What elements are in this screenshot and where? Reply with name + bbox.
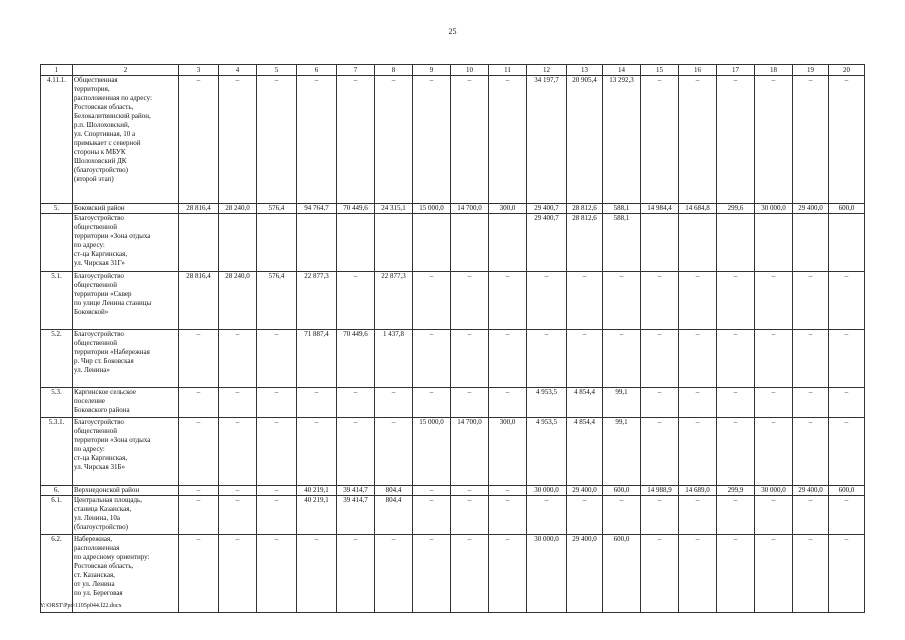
value-cell: – [755,418,793,486]
column-number-10: 10 [451,65,489,76]
value-cell: 29 400,0 [567,535,603,613]
page-number: 25 [448,27,457,36]
value-cell: – [641,330,679,388]
value-cell: 576,4 [257,272,297,330]
value-cell: – [219,418,257,486]
value-cell: – [337,388,375,418]
value-cell: 1 437,8 [375,330,413,388]
value-cell: – [413,535,451,613]
table-row [41,272,865,330]
value-cell: – [489,272,527,330]
value-cell: – [489,535,527,613]
value-cell: – [451,330,489,388]
value-cell: 29 400,0 [793,486,829,496]
budget-table [40,64,865,613]
value-cell [375,214,413,272]
value-cell [793,214,829,272]
value-cell: – [257,496,297,535]
row-name-cell: Благоустройство общественной территории «Зона отдыха по адресу: ст-ца Каргинская, ул. Чирская 31Б» [73,418,179,486]
value-cell [755,214,793,272]
value-cell: 29 400,7 [527,214,567,272]
value-cell [257,214,297,272]
value-cell [297,214,337,272]
value-cell: – [297,388,337,418]
value-cell: 588,1 [603,214,641,272]
value-cell: – [489,496,527,535]
value-cell [337,214,375,272]
value-cell [451,214,489,272]
value-cell: 28 816,4 [179,272,219,330]
value-cell: – [717,418,755,486]
row-name-cell: Боковский район [73,204,179,214]
value-cell: – [375,418,413,486]
value-cell: 300,0 [489,418,527,486]
row-name-cell: Верхнедонской район [73,486,179,496]
value-cell: – [451,272,489,330]
value-cell: – [793,535,829,613]
value-cell [219,214,257,272]
table-row [41,418,865,486]
value-cell: – [375,388,413,418]
value-cell: – [257,486,297,496]
value-cell: 600,0 [603,535,641,613]
value-cell: – [451,76,489,204]
value-cell: – [451,535,489,613]
value-cell: – [717,76,755,204]
value-cell: 14 700,0 [451,204,489,214]
value-cell: 14 984,4 [641,204,679,214]
value-cell: – [219,76,257,204]
value-cell [413,214,451,272]
column-number-13: 13 [567,65,603,76]
value-cell: – [413,486,451,496]
row-number-cell: 6.2. [41,535,73,613]
value-cell: – [527,272,567,330]
value-cell: 600,0 [829,204,865,214]
value-cell [717,214,755,272]
row-name-cell: Набережная, расположенная по адресному ориентиру: Ростовская область, ст. Казанская, от ул. Ленина по ул. Береговая [73,535,179,613]
value-cell: 300,0 [489,204,527,214]
value-cell: 28 812,6 [567,204,603,214]
value-cell: 34 197,7 [527,76,567,204]
value-cell: – [297,535,337,613]
value-cell: 13 292,3 [603,76,641,204]
row-name-cell: Благоустройство общественной территории «Сквер по улице Ленина станицы Боковской» [73,272,179,330]
column-number-3: 3 [179,65,219,76]
value-cell: 28 812,6 [567,214,603,272]
value-cell: – [641,76,679,204]
value-cell: 22 877,3 [297,272,337,330]
value-cell: – [829,76,865,204]
value-cell: – [679,330,717,388]
value-cell: – [641,272,679,330]
value-cell: – [179,418,219,486]
value-cell [641,214,679,272]
value-cell: – [793,496,829,535]
table-row [41,388,865,418]
value-cell: 4 854,4 [567,418,603,486]
value-cell: – [641,418,679,486]
value-cell: – [219,535,257,613]
value-cell: 70 449,6 [337,204,375,214]
value-cell: 4 854,4 [567,388,603,418]
table-body [41,65,865,613]
value-cell: 71 887,4 [297,330,337,388]
table-row [41,204,865,214]
value-cell: – [679,496,717,535]
row-number-cell: 5.2. [41,330,73,388]
value-cell: – [793,388,829,418]
value-cell: – [179,496,219,535]
table-row [41,496,865,535]
value-cell: – [755,496,793,535]
value-cell: – [527,330,567,388]
value-cell: – [489,76,527,204]
value-cell: – [829,388,865,418]
value-cell: – [257,76,297,204]
value-cell [489,214,527,272]
value-cell: 4 953,5 [527,388,567,418]
column-number-18: 18 [755,65,793,76]
value-cell: – [755,330,793,388]
value-cell: – [679,272,717,330]
column-number-20: 20 [829,65,865,76]
table-row [41,535,865,613]
value-cell: 99,1 [603,388,641,418]
value-cell: – [641,496,679,535]
value-cell: – [451,486,489,496]
value-cell: – [603,330,641,388]
row-number-cell: 5. [41,204,73,214]
column-number-15: 15 [641,65,679,76]
value-cell: 99,1 [603,418,641,486]
value-cell: 804,4 [375,496,413,535]
value-cell: – [603,272,641,330]
column-number-17: 17 [717,65,755,76]
footer-file-path: Y:\ORST\Ppo\1105p044.f22.docx [40,603,122,609]
row-name-cell: Благоустройство общественной территории «Набережная р. Чир ст. Боковская ул. Ленина» [73,330,179,388]
value-cell: – [451,496,489,535]
column-number-12: 12 [527,65,567,76]
value-cell: 29 400,7 [527,204,567,214]
value-cell: 39 414,7 [337,486,375,496]
value-cell: 22 877,3 [375,272,413,330]
value-cell: – [755,272,793,330]
value-cell: – [451,388,489,418]
value-cell: – [257,418,297,486]
value-cell: – [717,496,755,535]
value-cell: 299,6 [717,204,755,214]
value-cell: – [257,535,297,613]
value-cell: – [179,388,219,418]
row-number-cell: 5.3. [41,388,73,418]
value-cell: – [755,76,793,204]
column-number-6: 6 [297,65,337,76]
column-number-19: 19 [793,65,829,76]
value-cell: 24 315,1 [375,204,413,214]
value-cell: 28 240,0 [219,204,257,214]
value-cell: 28 240,0 [219,272,257,330]
value-cell: – [179,330,219,388]
column-number-1: 1 [41,65,73,76]
value-cell: 94 764,7 [297,204,337,214]
value-cell: 40 219,1 [297,496,337,535]
value-cell: – [337,535,375,613]
value-cell: – [755,535,793,613]
value-cell: – [679,388,717,418]
value-cell: – [641,388,679,418]
column-number-14: 14 [603,65,641,76]
column-number-9: 9 [413,65,451,76]
value-cell: – [829,330,865,388]
column-number-4: 4 [219,65,257,76]
row-number-cell: 6.1. [41,496,73,535]
value-cell: – [829,535,865,613]
value-cell: – [375,535,413,613]
value-cell: 14 700,0 [451,418,489,486]
value-cell: – [219,388,257,418]
value-cell: 20 905,4 [567,76,603,204]
value-cell: – [829,496,865,535]
column-number-16: 16 [679,65,717,76]
row-number-cell: 4.11.1. [41,76,73,204]
header-row [41,65,865,76]
value-cell: 40 219,1 [297,486,337,496]
value-cell: – [793,272,829,330]
value-cell: – [527,496,567,535]
table-row [41,76,865,204]
value-cell: – [413,76,451,204]
value-cell: – [717,272,755,330]
value-cell: – [641,535,679,613]
value-cell: – [489,388,527,418]
value-cell: 70 449,6 [337,330,375,388]
value-cell: 14 988,9 [641,486,679,496]
value-cell: – [219,486,257,496]
value-cell: – [489,330,527,388]
value-cell: – [829,418,865,486]
value-cell: – [257,388,297,418]
column-number-5: 5 [257,65,297,76]
value-cell: – [793,418,829,486]
value-cell: – [219,330,257,388]
column-number-2: 2 [73,65,179,76]
table-row [41,486,865,496]
value-cell: 588,1 [603,204,641,214]
row-name-cell: Благоустройство общественной территории «Зона отдыха по адресу: ст-ца Каргинская, ул. Чирская 31Г» [73,214,179,272]
value-cell: 600,0 [829,486,865,496]
value-cell: – [679,76,717,204]
value-cell: 30 000,0 [755,204,793,214]
value-cell: – [179,535,219,613]
value-cell: 15 000,0 [413,418,451,486]
value-cell: – [567,272,603,330]
table-row [41,214,865,272]
row-name-cell: Каргинское сельское поселение Боковского района [73,388,179,418]
row-number-cell [41,214,73,272]
value-cell: – [413,496,451,535]
column-number-8: 8 [375,65,413,76]
value-cell: 29 400,0 [567,486,603,496]
value-cell: – [755,388,793,418]
value-cell: – [297,76,337,204]
value-cell: 4 953,5 [527,418,567,486]
value-cell: – [337,76,375,204]
value-cell: – [179,76,219,204]
value-cell: 14 689,0 [679,486,717,496]
value-cell: 804,4 [375,486,413,496]
value-cell: – [679,418,717,486]
value-cell [179,214,219,272]
value-cell [679,214,717,272]
value-cell: – [413,330,451,388]
row-number-cell: 5.1. [41,272,73,330]
value-cell: – [717,330,755,388]
value-cell: – [297,418,337,486]
row-name-cell: Центральная площадь, станица Казанская, ул. Ленина, 10а (благоустройство) [73,496,179,535]
value-cell: 29 400,0 [793,204,829,214]
column-number-7: 7 [337,65,375,76]
value-cell: – [375,76,413,204]
value-cell: – [793,330,829,388]
value-cell: – [603,496,641,535]
value-cell: – [337,272,375,330]
value-cell: 600,0 [603,486,641,496]
value-cell: – [717,535,755,613]
value-cell: 14 684,8 [679,204,717,214]
value-cell: – [413,272,451,330]
value-cell: – [829,272,865,330]
row-number-cell: 5.3.1. [41,418,73,486]
value-cell: – [257,330,297,388]
value-cell: – [679,535,717,613]
value-cell: 15 000,0 [413,204,451,214]
column-number-11: 11 [489,65,527,76]
value-cell: 30 000,0 [527,486,567,496]
row-number-cell: 6. [41,486,73,496]
value-cell: – [337,418,375,486]
value-cell: 30 000,0 [527,535,567,613]
value-cell: 576,4 [257,204,297,214]
value-cell: 299,9 [717,486,755,496]
value-cell: – [717,388,755,418]
value-cell [829,214,865,272]
value-cell: 30 000,0 [755,486,793,496]
row-name-cell: Общественная территория, расположенная по адресу: Ростовская область, Белокалитвинский район, р.п. Шолоховский, ул. Спортивная, 10 а примыкает с северной стороны к МБУК Шолоховский ДК (благоустройство) (второй этап) [73,76,179,204]
table-row [41,330,865,388]
value-cell: – [793,76,829,204]
value-cell: 39 414,7 [337,496,375,535]
value-cell: 28 816,4 [179,204,219,214]
value-cell: – [179,486,219,496]
value-cell: – [567,330,603,388]
value-cell: – [413,388,451,418]
value-cell: – [219,496,257,535]
value-cell: – [567,496,603,535]
value-cell: – [489,486,527,496]
